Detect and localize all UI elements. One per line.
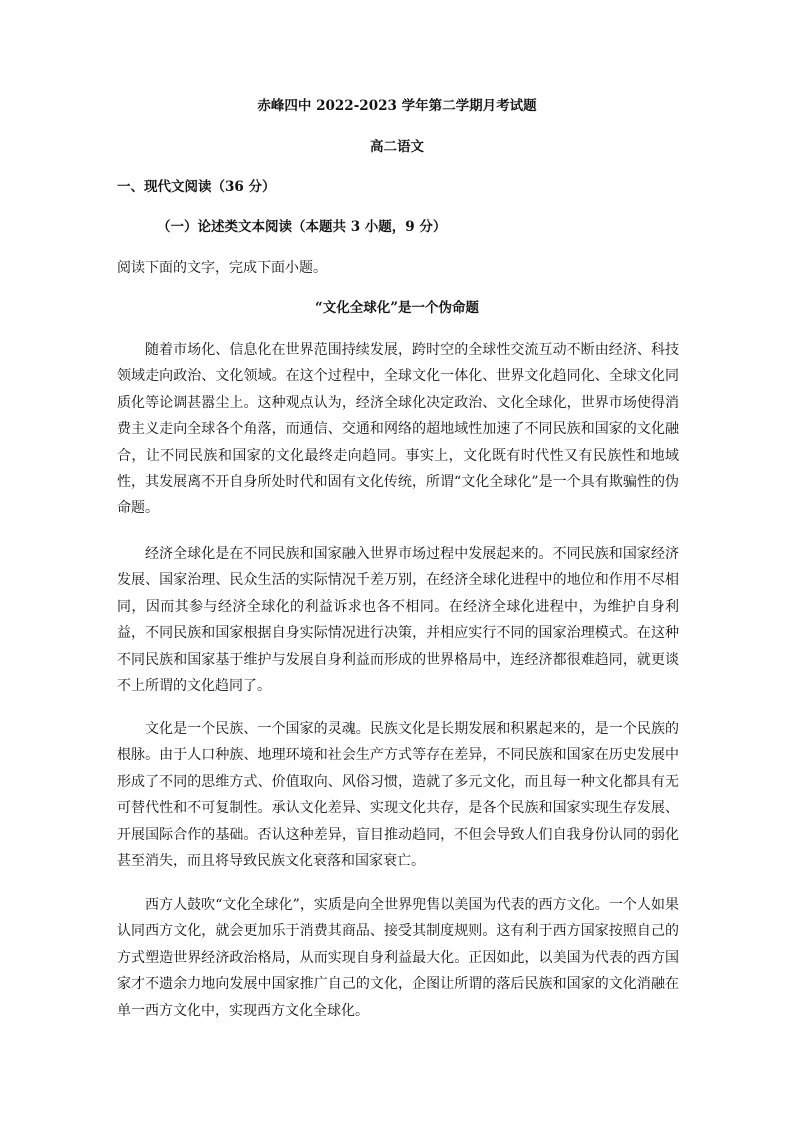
- paragraph-text: 随着市场化、信息化在世界范围持续发展，跨时空的全球性交流互动不断由经济、科技领域走向政治、文化领域。在这个过程中，全球文化一体化、世界文化趋同化、全球文化同质化等论调甚嚣尘上。这种观点认为，经济全球化决定政治、文化全球化，世界市场使得消费主义走向全球各个角落，而通信、交通和网络的超地域性加速了不同民族和国家的文化融合，让不同民族和国家的文化最终走向趋同。事实上，文化既有时代性又有民族性和地域性，其发展离不开自身所处时代和固有文化传统，所谓“文化全球化”是一个具有欺骗性的伪命题。: [117, 342, 679, 517]
- section-heading: 一、现代文阅读（36 分）: [117, 179, 276, 195]
- paragraph-text: 文化是一个民族、一个国家的灵魂。民族文化是长期发展和积累起来的，是一个民族的根脉。由于人口种族、地理环境和社会生产方式等存在差异，不同民族和国家在历史发展中形成了不同的思维方式、价值取向、风俗习惯，造就了多元文化，而且每一种文化都具有无可替代性和不可复制性。承认文化差异、实现文化共存，是各个民族和国家实现生存发展、开展国际合作的基础。否认这种差异，盲目推动趋同，不但会导致人们自我身份认同的弱化甚至消失，而且将导致民族文化衰落和国家衰亡。: [117, 721, 679, 870]
- subject-title: 高二语文: [370, 139, 424, 155]
- exam-title: 赤峰四中 2022-2023 学年第二学期月考试题: [257, 98, 537, 114]
- subsection-heading: （一）论述类文本阅读（本题共 3 小题，9 分）: [157, 219, 447, 235]
- article-title: “文化全球化”是一个伪命题: [314, 300, 480, 316]
- article-paragraph-1: [117, 337, 679, 522]
- paragraph-text: 经济全球化是在不同民族和国家融入世界市场过程中发展起来的。不同民族和国家经济发展、国家治理、民众生活的实际情况千差万别，在经济全球化进程中的地位和作用不尽相同，因而其参与经济全球化的利益诉求也各不相同。在经济全球化进程中，为维护自身利益，不同民族和国家根据自身实际情况进行决策，并相应实行不同的国家治理模式。在这种不同民族和国家基于维护与发展自身利益而形成的世界格局中，连经济都很难趋同，就更谈不上所谓的文化趋同了。: [117, 546, 679, 695]
- article-paragraph-2: [117, 541, 679, 699]
- article-paragraph-3: [117, 716, 679, 874]
- paragraph-text: 西方人鼓吹“文化全球化”，实质是向全世界兜售以美国为代表的西方文化。一个人如果认同西方文化，就会更加乐于消费其商品、接受其制度规则。这有利于西方国家按照自己的方式塑造世界经济政治格局，从而实现自身利益最大化。正因如此，以美国为代表的西方国家才不遗余力地向发展中国家推广自己的文化，企图让所谓的落后民族和国家的文化消融在单一西方文化中，实现西方文化全球化。: [117, 897, 679, 1019]
- reading-instruction: 阅读下面的文字，完成下面小题。: [117, 260, 327, 276]
- article-paragraph-4: [117, 892, 679, 1024]
